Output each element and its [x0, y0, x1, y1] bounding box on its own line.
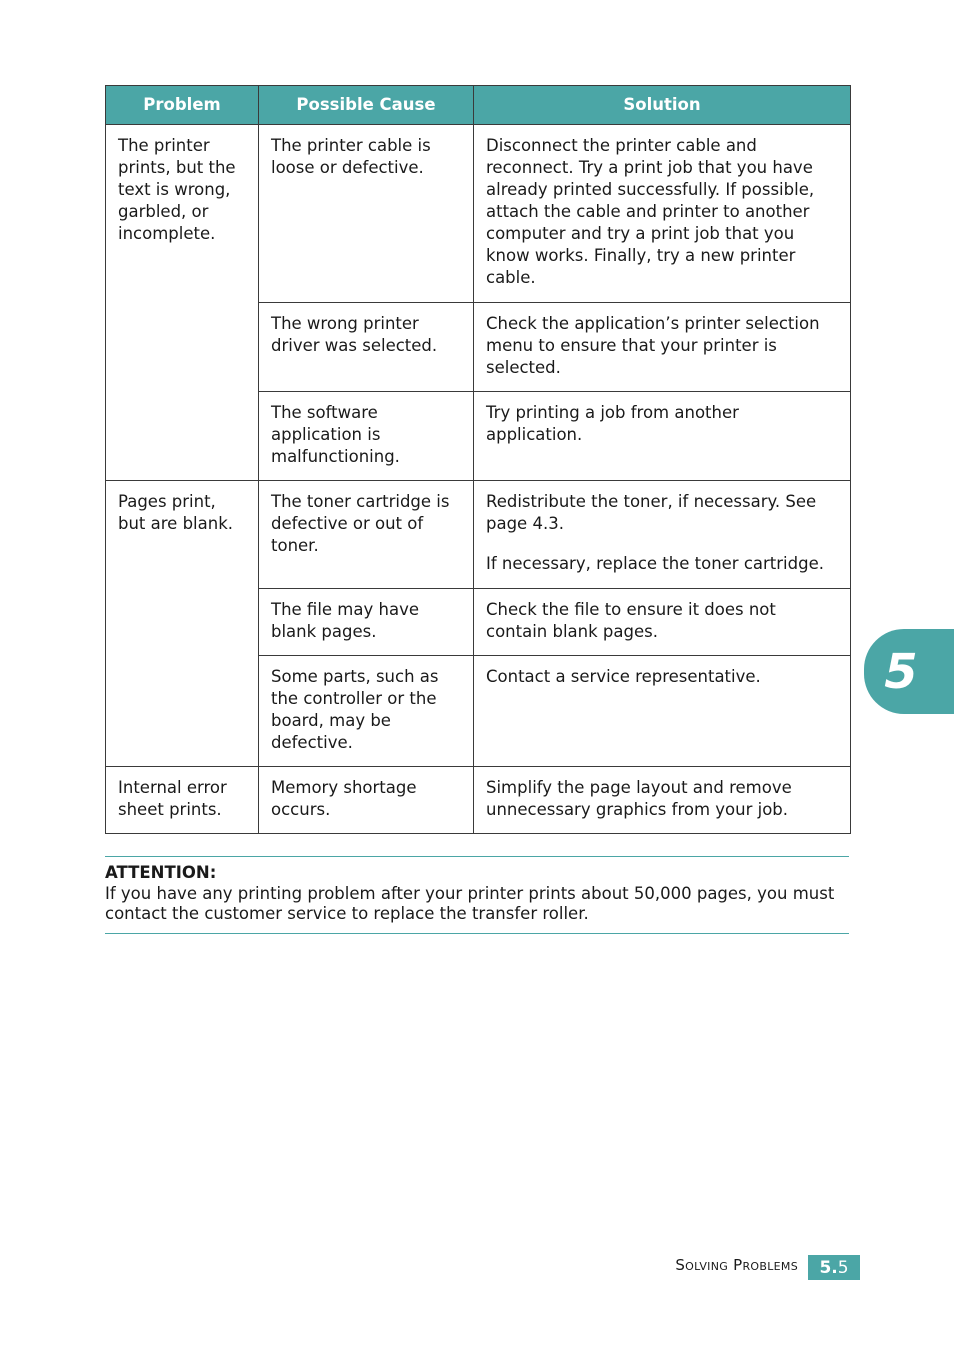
page-number-badge — [808, 1255, 860, 1280]
footer-section-title: Solving Problems — [675, 1256, 798, 1274]
cause-cell: The wrong printer driver was selected. — [259, 303, 474, 392]
table-header-row — [106, 86, 851, 125]
solution-text: Try printing a job from another application. — [486, 403, 739, 444]
cause-cell: Memory shortage occurs. — [259, 767, 474, 834]
solution-cell — [474, 303, 851, 392]
solution-cell — [474, 656, 851, 767]
solution-text: If necessary, replace the toner cartridge. — [486, 554, 824, 573]
chapter-tab: 5 — [864, 629, 954, 714]
solution-text: Check the application’s printer selection menu to ensure that your printer is selected. — [486, 314, 820, 377]
header-solution: Solution — [474, 86, 851, 125]
solution-cell — [474, 589, 851, 656]
attention-title: ATTENTION: — [105, 863, 217, 882]
table-row — [106, 125, 851, 303]
problem-cell: The printer prints, but the text is wrong, garbled, or incomplete. — [106, 125, 259, 481]
problem-cell: Internal error sheet prints. — [106, 767, 259, 834]
solution-cell — [474, 767, 851, 834]
troubleshooting-table — [105, 85, 851, 834]
attention-text: If you have any printing problem after your printer prints about 50,000 pages, you must contact the customer service to replace the transfer roller. — [105, 883, 835, 923]
solution-text: Disconnect the printer cable and reconnect. Try a print job that you have already printed successfully. If possible, attach the cable and printer to another computer and try a print job that you know works. Finally, try a new printer cable. — [486, 136, 815, 287]
problem-cell: Pages print, but are blank. — [106, 481, 259, 767]
solution-text: Check the file to ensure it does not contain blank pages. — [486, 600, 776, 641]
cause-cell: Some parts, such as the controller or the board, may be defective. — [259, 656, 474, 767]
solution-text: Simplify the page layout and remove unnecessary graphics from your job. — [486, 778, 792, 819]
page-chapter: 5. — [819, 1257, 838, 1278]
cause-cell: The printer cable is loose or defective. — [259, 125, 474, 303]
header-possible-cause: Possible Cause — [259, 86, 474, 125]
solution-cell — [474, 125, 851, 303]
cause-cell: The software application is malfunctioning. — [259, 392, 474, 481]
cause-cell: The toner cartridge is defective or out of toner. — [259, 481, 474, 589]
solution-cell — [474, 481, 851, 589]
table-row — [106, 767, 851, 834]
solution-cell — [474, 392, 851, 481]
solution-text: Redistribute the toner, if necessary. See page 4.3. — [486, 492, 817, 533]
solution-text: Contact a service representative. — [486, 667, 761, 686]
header-problem: Problem — [106, 86, 259, 125]
cause-cell: The file may have blank pages. — [259, 589, 474, 656]
attention-note — [105, 856, 849, 934]
page-number: 5 — [837, 1257, 849, 1278]
table-row — [106, 481, 851, 589]
